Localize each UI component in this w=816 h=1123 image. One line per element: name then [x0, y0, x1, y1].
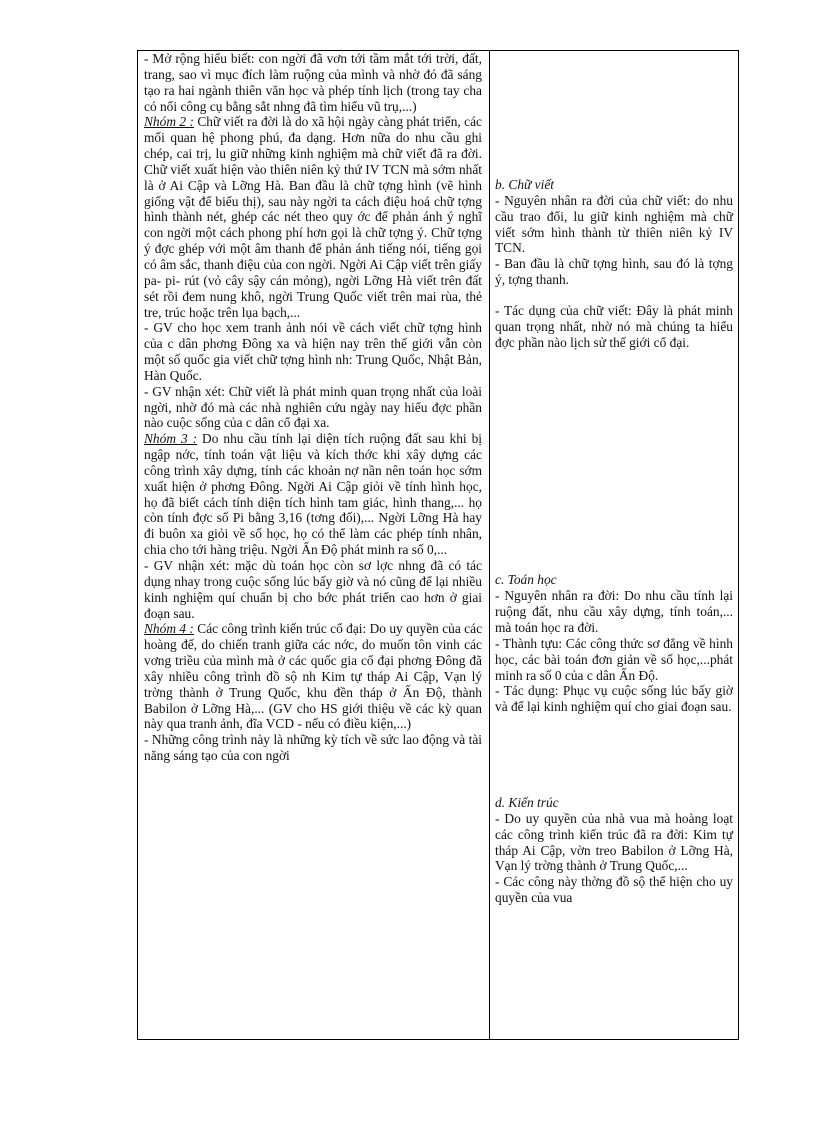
architecture-scale: - Các công này thờng đồ sộ thể hiện cho uy quyền của vua	[495, 874, 733, 906]
group-4-text: Các công trình kiến trúc cổ đại: Do uy quyền của các hoàng đế, do chiến tranh giữa các nớc, do muốn tôn vinh các vơng triều của mình mà ở các quốc gia cổ đại phơng Đông đã xây nhiều công trình đồ sộ nh Kim tự tháp Ai Cập, Vạn lý trờng thành ở Trung Quốc, khu đền tháp ở Ấn Độ, thành Babilon ở Lỡng Hà,... (GV cho HS giới thiệu về các kỳ quan này qua tranh ảnh, đĩa VCD - nếu có điều kiện,...)	[144, 621, 483, 732]
paragraph-gv-writing: - GV nhận xét: Chữ viết là phát minh quan trọng nhất của loài ngời, nhờ đó mà các nhà nghiên cứu ngày nay hiểu đợc phần nào cuộc sống của c dân cổ đại xa.	[144, 383, 482, 431]
paragraph-group-4	[144, 621, 482, 732]
paragraph-group-2	[144, 114, 482, 320]
section-writing-title: b. Chữ viết	[495, 177, 554, 192]
group-4-label: Nhóm 4 :	[144, 621, 194, 637]
spacer	[495, 715, 733, 795]
right-column	[495, 51, 733, 906]
lesson-table	[137, 50, 739, 1040]
math-effect: - Tác dụng: Phục vụ cuộc sống lúc bấy giờ và để lại kinh nghiệm quí cho giai đoạn sau.	[495, 683, 733, 715]
paragraph-group-3	[144, 431, 482, 558]
group-3-label: Nhóm 3 :	[144, 431, 198, 447]
column-divider	[489, 51, 490, 1039]
group-2-text: Chữ viết ra đời là do xã hội ngày càng phát triển, các mối quan hệ phong phú, đa dạng. Hơn nữa do nhu cầu ghi chép, cai trị, lu giữ những kinh nghiệm mà chữ viết đã ra đời. Chữ viết xuất hiện vào thiên niên kỷ thứ IV TCN mà sớm nhất là ở Ai Cập và Lỡng Hà. Ban đầu là chữ tợng hình (vẽ hình giống vật để biểu thị), sau này ngời ta cách điệu hoá chữ tợng hình thành nét, ghép các nét theo quy ớc để phản ánh ý nghĩ con ngời một cách phong phí hơn gọi là chữ tợng ý. Chữ tợng ý đợc ghép với một âm thanh để phản ánh tiếng nói, tiếng gọi có âm sắc, thanh điệu của con ngời. Ngời Ai Cập viết trên giấy pa- pi- rút (vỏ cây sậy cán mỏng), ngời Lỡng Hà viết trên đất sét rồi đem nung khô, ngời Trung Quốc viết trên mai rùa, thẻ tre, trúc hoặc trên lụa bạch,...	[144, 114, 483, 320]
math-origin: - Nguyên nhân ra đời: Do nhu cầu tính lại ruộng đất, nhu cầu xây dựng, tính toán,... mà toán học ra đời.	[495, 588, 733, 635]
paragraph-astronomy: - Mở rộng hiểu biết: con ngời đã vơn tới tầm mắt tới trời, đất, trang, sao vì mục đích làm ruộng của mình và nhờ đó đã sáng tạo ra hai ngành thiên văn học và phép tính lịch (trong tay cha có nổi công cụ bằng sắt nhng đã tìm hiểu vũ trụ,...)	[144, 51, 482, 114]
group-2-label: Nhóm 2 :	[144, 114, 194, 130]
writing-origin: - Nguyên nhân ra đời của chữ viết: do nhu cầu trao đổi, lu giữ kinh nghiệm mà chữ viết sớm hình thành từ thiên niên kỷ IV TCN.	[495, 192, 733, 256]
left-column	[144, 51, 482, 764]
section-architecture-title: d. Kiến trúc	[495, 795, 559, 811]
architecture-origin: - Do uy quyền của nhà vua mà hoàng loạt các công trình kiến trúc đã ra đời: Kim tự tháp Ai Cập, vờn treo Babilon ở Lỡng Hà, Vạn lý trờng thành ở Trung Quốc,...	[495, 810, 733, 874]
paragraph-gv-show: - GV cho học xem tranh ảnh nói về cách viết chữ tợng hình của c dân phơng Đông xa và hiện nay trên thế giới vẫn còn một số quốc gia viết chữ tợng hình nh: Trung Quốc, Nhật Bản, Hàn Quốc.	[144, 320, 482, 383]
section-math-title: c. Toán học	[495, 572, 557, 588]
writing-effect: - Tác dụng của chữ viết: Đây là phát minh quan trọng nhất, nhờ nó mà chúng ta hiểu đợc phần nào lịch sử thế giới cổ đại.	[495, 302, 733, 350]
group-3-text: Do nhu cầu tính lại diện tích ruộng đất sau khi bị ngập nớc, tính toán vật liệu và kích thớc khi xây dựng các công trình xây dựng, tính các khoản nợ nần nên toán học sớm xuất hiện ở phơng Đông. Ngời Ai Cập giỏi về tính hình học, họ đã biết cách tính diện tích hình tam giác, hình thang,... họ còn tính đợc số Pi bằng 3,16 (tơng đối),... Ngời Lỡng Hà hay đi buôn xa giỏi về số học, họ có thể làm các phép tính nhân, chia cho tới hàng triệu. Ngời Ấn Độ phát minh ra số 0,...	[144, 431, 483, 558]
spacer	[495, 51, 733, 177]
paragraph-works: - Những công trình này là những kỳ tích về sức lao động và tài năng sáng tạo của con ngời	[144, 732, 482, 764]
paragraph-gv-math: - GV nhận xét: mặc dù toán học còn sơ lợc nhng đã có tác dụng nhay trong cuộc sống lúc bấy giờ và nó cũng để lại nhiều kinh nghiệm quí chuẩn bị cho bớc phát triển cao hơn ở giai đoạn sau.	[144, 558, 482, 621]
writing-forms: - Ban đầu là chữ tợng hình, sau đó là tợng ý, tợng thanh.	[495, 256, 733, 288]
math-achievement: - Thành tựu: Các công thức sơ đẳng về hình học, các bài toán đơn giản về số học,...phát minh ra số 0 của c dân Ấn Độ.	[495, 635, 733, 683]
spacer	[495, 350, 733, 572]
